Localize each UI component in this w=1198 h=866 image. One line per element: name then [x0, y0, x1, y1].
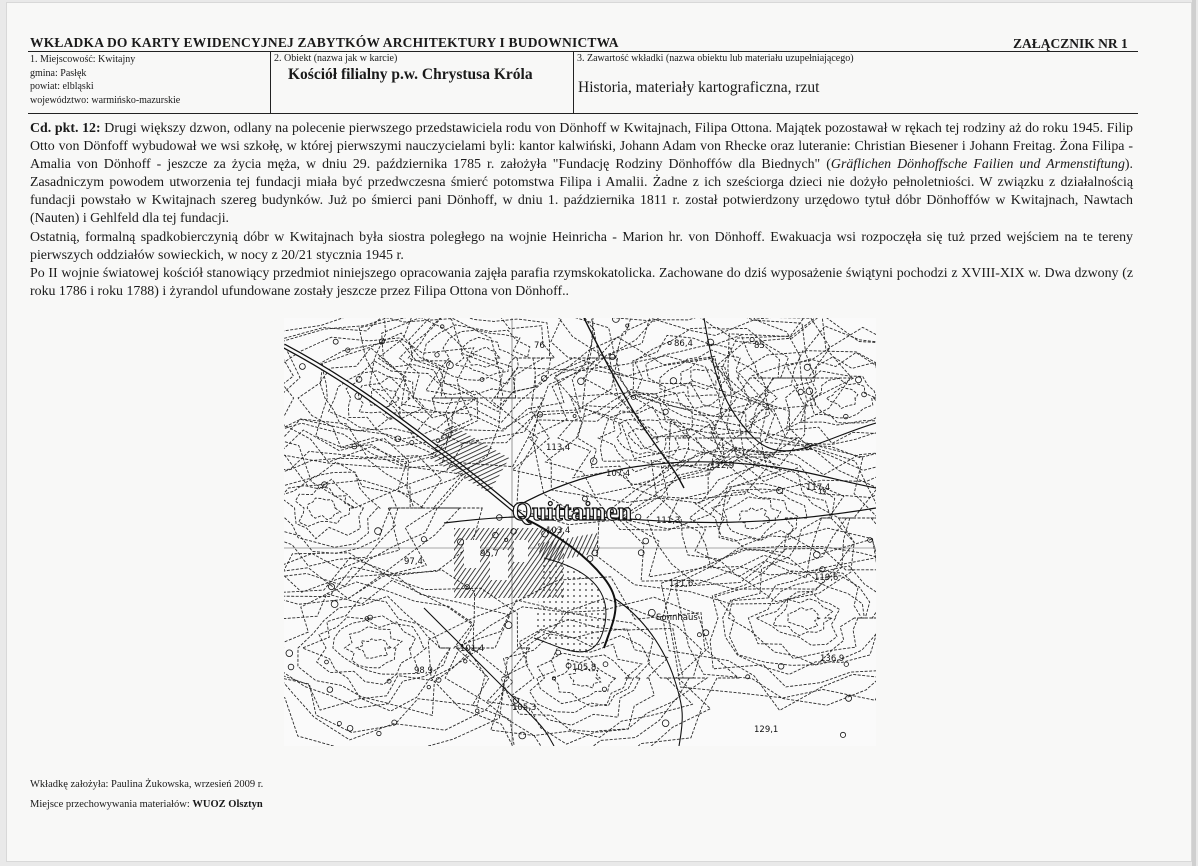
county: powiat: elbląski: [30, 81, 94, 92]
map-elevation-label: 76: [534, 341, 545, 351]
historical-map: [284, 318, 876, 746]
annex-number: ZAŁĄCZNIK NR 1: [1013, 36, 1128, 51]
map-elevation-label: 105,8: [572, 663, 597, 673]
map-drawing: [284, 318, 876, 746]
locality: 1. Miejscowość: Kwitajny: [30, 54, 136, 65]
map-elevation-label: 112,9: [710, 461, 735, 471]
paragraph-1-part-a: Drugi większy dzwon, odlany na polecenie pierwszego przedstawiciela rodu von Dönhoff w Kwitajnach, Filipa Ottona. Majątek pozostawał w rękach tej rodziny aż do roku 1945. Filip Otto von Dönfoff wybudował we wsi szkołę, w której pierwszymi nauczycielami byli: kantor kalwiński, Johann Adam von Rhecke oraz luteranie: Christian Biesener i Johann Freitag. Żona Filipa - Amalia von Dönhoff - jeszcze za życia męża, w dniu 29. października 1785 r. założyła "Fundację Rodziny Dönhoffów dla Biednych" (: [30, 121, 1133, 173]
map-elevation-label: 85: [754, 341, 765, 351]
storage-value: WUOZ Olsztyn: [192, 799, 263, 810]
map-elevation-label: 97,4: [404, 557, 423, 567]
map-elevation-label: 95,7: [480, 549, 499, 559]
storage-label: Miejsce przechowywania materiałów:: [30, 799, 193, 810]
document-title: WKŁADKA DO KARTY EWIDENCYJNEJ ZABYTKÓW ARCHITEKTURY I BUDOWNICTWA: [30, 35, 619, 50]
history-text: [30, 120, 1133, 301]
object-value: Kościół filialny p.w. Chrystusa Króla: [288, 66, 533, 83]
map-elevation-label: 136,9: [820, 654, 845, 664]
map-elevation-label: Sonnhaus: [656, 613, 698, 623]
map-elevation-label: 117,4: [806, 483, 831, 493]
map-elevation-label: 119,6: [814, 573, 839, 583]
paragraph-1: [30, 120, 1133, 229]
object-label: 2. Obiekt (nazwa jak w karcie): [274, 53, 398, 64]
storage-location: [30, 799, 263, 810]
map-elevation-label: 111,6: [669, 579, 694, 589]
header-rule-bottom: [28, 113, 1138, 114]
map-elevation-label: 105,3: [512, 703, 537, 713]
foundation-name: Gräflichen Dönhoffsche Failien und Armenstiftung: [830, 157, 1125, 173]
location-block: [30, 53, 266, 107]
contents-value: Historia, materiały kartograficzna, rzut: [578, 79, 820, 96]
sheet-edge: [1192, 0, 1196, 866]
voivodeship: województwo: warmińsko-mazurskie: [30, 94, 181, 106]
column-divider-1: [270, 51, 271, 113]
paragraph-2: Ostatnią, formalną spadkobierczynią dóbr w Kwitajnach była siostra poległego na wojnie Heinricha - Marion hr. von Dönhoff. Ewakuacja wsi rozpoczęła się tuż przed wejściem na te tereny pierwszych oddziałów sowieckich, w nocy z 20/21 stycznia 1945 r.: [30, 229, 1133, 263]
section-lead: Cd. pkt. 12:: [30, 121, 101, 136]
map-elevation-label: 101,4: [460, 644, 485, 654]
paragraph-1-part-b: ). Zasadniczym powodem utworzenia tej fundacji miała być przedwczesna śmierć potomstwa Filipa i Amalii. Żadne z ich sześciorga dzieci nie dożyło pełnoletniości. W związku z działalnością fundacji powstało w Kwitajnach szereg budynków. Już po śmierci pani Dönhoff, w dniu 1. października 1811 r. został potwierdzony urzędowo tytuł dóbr Dönhoffów w Kwitajnach, Nawtach (Nauten) i Gehlfeld dla tej fundacji.: [30, 157, 1133, 227]
map-elevation-label: 111,3: [656, 516, 681, 526]
commune: gmina: Pasłęk: [30, 67, 87, 79]
map-elevation-label: 107,4: [606, 469, 631, 479]
map-place-name: Quittainen: [512, 497, 632, 526]
map-elevation-label: 98,9: [414, 666, 433, 676]
contents-label: 3. Zawartość wkładki (nazwa obiektu lub materiału uzupełniającego): [577, 53, 854, 64]
map-elevation-label: 103,4: [546, 526, 571, 536]
map-elevation-label: 129,1: [754, 725, 779, 735]
map-elevation-label: 113,4: [546, 443, 571, 453]
header-rule-top: [28, 51, 1138, 52]
map-elevation-label: 86,4: [674, 339, 693, 349]
paragraph-3: Po II wojnie światowej kościół stanowiący przedmiot niniejszego opracowania zajęła parafia rzymskokatolicka. Zachowane do dziś wyposażenie świątyni pochodzi z XVIII-XIX w. Dwa dzwony (z roku 1786 i roku 1788) i żyrandol ufundowane zostały jeszcze przez Filipa Ottona von Dönhoff..: [30, 265, 1133, 299]
column-divider-2: [573, 51, 574, 113]
created-by: Wkładkę założyła: Paulina Żukowska, wrzesień 2009 r.: [30, 779, 264, 790]
